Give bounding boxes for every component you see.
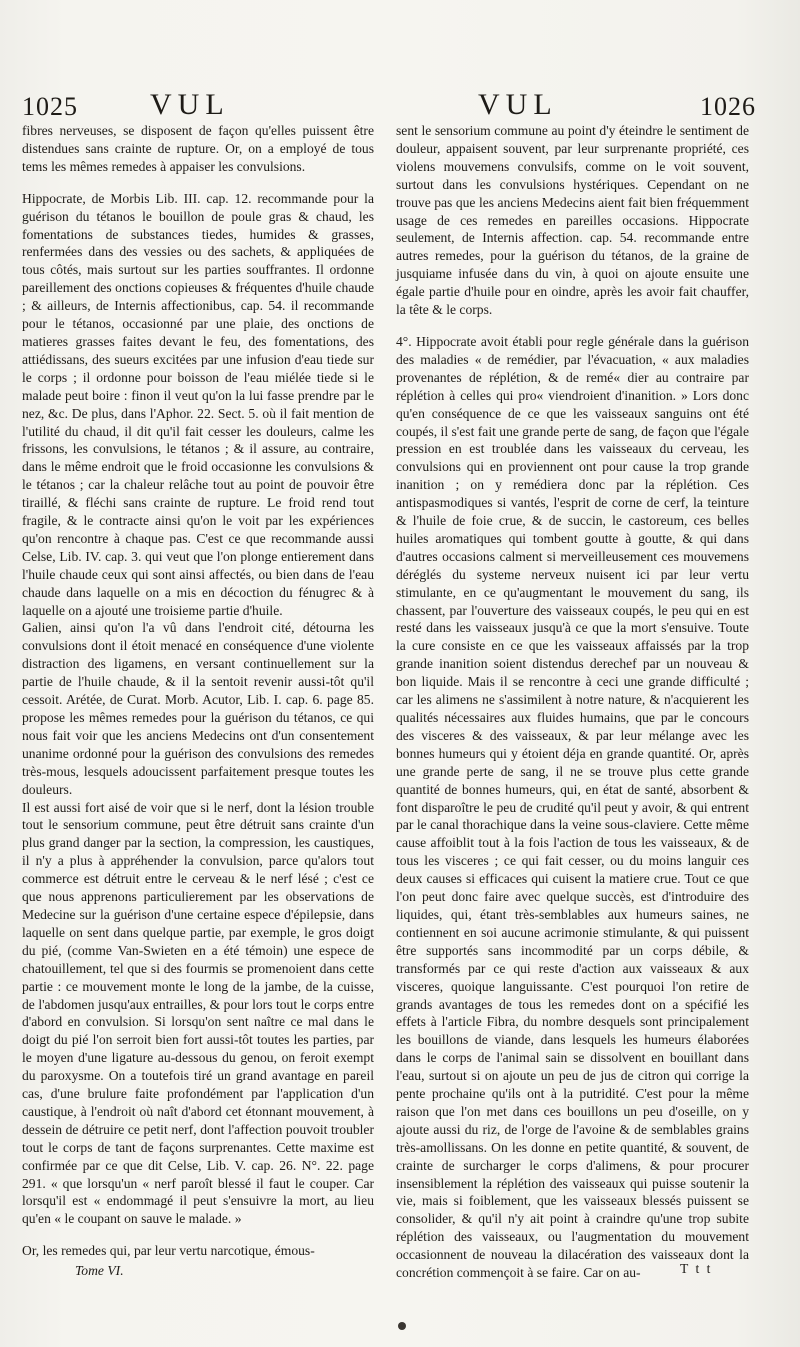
binding-hole-mark: [398, 1322, 406, 1330]
left-column: [22, 122, 374, 1260]
left-page-number: 1025: [22, 92, 78, 121]
paragraph: sent le sensorium commune au point d'y éteindre le sentiment de douleur, appaisent souvent, par leur surprenante propriété, ces violens mouvemens convulsifs, comme on le voit souvent, surtout dans les convulsions hystériques. Cependant on ne trouve pas que les anciens Medecins aient fait bien fréquemment usage de ces remedes en pareilles occasions. Hippocrate seulement, de Internis affection. cap. 54. recommande entre autres remedes, pour la guérison du tétanos, de la graine de jusquiame infusée dans du vin, à quoi on ajoute ensuite une égale partie d'huile pour en oindre, après les avoir fait chauffer, la tête & le corps.: [396, 123, 749, 318]
volume-label: Tome VI.: [75, 1263, 124, 1278]
running-header: [0, 84, 800, 124]
paragraph: Hippocrate, de Morbis Lib. III. cap. 12. recommande pour la guérison du tétanos le bouillon de poule gras & chaud, les fomentations de substances tiedes, humides & grasses, renfermées dans des vessies ou des sachets, & appliquées de tous côtés, mais surtout sur les parties souffrantes. Il ordonne pareillement des onctions copieuses & fréquentes d'huile chaude ; & ailleurs, de Internis affectionibus, cap. 54. il recommande pour le tétanos, occasionné par une plaie, des onctions de matieres grasses faites devant le feu, des fomentations, des attiédissans, des sueurs excitées par une infusion d'eau tiede sur le corps ; il ordonne pour boisson de l'eau miélée tiede si le malade peut boire : finon il veut qu'on la lui fasse prendre par le nez, &c. De plus, dans l'Aphor. 22. Sect. 5. où il fait mention de l'utilité du chaud, il dit qu'il fait cesser les douleurs, calme les frissons, les convulsions, le tétanos ; & il assure, au contraire, dans le même endroit que le froid occasionne les convulsions & le tétanos ; car la chaleur relâche tout au point de pouvoir être tiraillé, & fléchi sans crainte de rupture. Le froid rend tout fragile, & le contracte ainsi qu'on le voit par les expériences qu'on rencontre à chaque pas. C'est ce que recommande aussi Celse, Lib. IV. cap. 3. qui veut que l'on plonge entierement dans l'huile chaude ceux qui sont ainsi affectés, ou bien dans de l'eau chaude dans laquelle on a mis en décoction du fénugrec & à laquelle on a ajouté une troisieme partie d'huile.: [22, 190, 374, 618]
paragraph: 4°. Hippocrate avoit établi pour regle générale dans la guérison des maladies « de remédier, par l'évacuation, « aux maladies provenantes de réplétion, & de remé« dier au contraire par réplétion à celles qui pro« viendroient d'inanition. » Lors donc qu'en conséquence de ce que les vaisseaux sanguins ont été coupés, il s'est fait une grande perte de sang, de façon que l'égale pression en est troublée dans les vaisseaux du cerveau, les convulsions qui en proviennent ont pour cause la trop grande inanition ; on y remédiera donc par la réplétion. Ces antispasmodiques si vantés, l'esprit de corne de cerf, la teinture & l'huile de foie crue, & de succin, le castoreum, ces belles huiles aromatiques qui tombent goutte à goutte, & qui dans d'autres occasions calment si merveilleusement ces mouvemens déréglés du systeme nerveux nuisent ici par leur vertu stimulante, en ce qu'augmentant le mouvement du sang, ils chassent, par l'ouverture des vaisseaux coupés, le peu qui en est resté dans les vaisseaux jusqu'à ce que la mort s'ensuive. Toute la cure consiste en ce que les vaisseaux affaissés par la trop grande inanition soient distendus derechef par un nouveau & bon liquide. Mais il se rencontre à ceci une grande difficulté ; car les alimens ne s'assimilent à notre nature, & n'acquierent les qualités nécessaires aux fluides humains, que par le concours des visceres & des vaisseaux, & par leur mélange avec les bonnes humeurs qui y étoient déja en grande quantité. Or, après une grande perte de sang, il ne se trouve plus cette grande quantité de bonnes humeurs, qui, en état de santé, absorbent & font disparoître le peu de crudité qu'il peut y avoir, & qui entrent par le canal thorachique dans la veine sous-claviere. Cette même cause affoiblit tout à la fois l'action de tous les vaisseaux, & de tous les visceres ; ce qui fait cesser, ou du moins languir ces deux causes si efficaces qui cuisent la matiere crue. Tout ce que l'on peut donc faire avec quelque succès, est d'introduire des liquides, qui, étant très-semblables aux humeurs saines, ne contiennent en soi aucune acrimonie stimulante, & qui puissent être supportés sans incommodité par un corps débile, & transformés par ce qui reste d'action aux vaisseaux & aux visceres, quoique languissante. C'est pourquoi l'on retire de grands avantages de tous les remedes dont on a spécifié les effets à l'article Fibra, du nombre desquels sont principalement les bouillons de viande, dans lesquels les humeurs élaborées dans le corps de l'animal sain se dissolvent en bouillant dans l'eau, surtout si on ajoute un peu de jus de citron qui corrige la pente prochaine qu'ils ont à la putridité. C'est pour la même raison que l'on met dans ces bouillons un peu d'oseille, on y ajoute aussi du riz, de l'orge de l'avoine & de semblables grains très-amollissans. On les donne en petite quantité, & souvent, de crainte de surcharger le corps d'alimens, & pour procurer insensiblement la réplétion des vaisseaux qui puisse soutenir la vie, mais si foiblement, que les vaisseaux blessés puissent se consolider, & qu'il n'y ait point à craindre qu'une trop subite réplétion des vaisseaux, ou l'augmentation du mouvement occasionnent de nouveau la dilacération des vaisseaux dont la concrétion commençoit à se faire. Car on au-: [396, 333, 749, 1281]
right-page-number: 1026: [700, 92, 756, 121]
right-column: [396, 122, 749, 1282]
paragraph: Or, les remedes qui, par leur vertu narcotique, émous-: [22, 1243, 315, 1259]
paragraph: fibres nerveuses, se disposent de façon qu'elles puissent être distendues sans crainte de rupture. Or, on a employé de tous tems les mêmes remedes à appaiser les convulsions.: [22, 123, 374, 174]
signature-mark: T t t: [680, 1261, 713, 1276]
paragraph: Il est aussi fort aisé de voir que si le nerf, dont la lésion trouble tout le sensorium commune, peut être détruit sans crainte d'un plus grand danger par la section, la compression, les caustiques, il n'y a plus à appréhender la convulsion, parce qu'alors tout commerce est détruit entre le cerveau & le nerf lésé ; c'est ce que nous apprenons particulierement par les observations de Medecine sur la guérison d'une certaine espece d'épilepsie, dans laquelle on sent dans quelque partie, par exemple, le gros doigt du pié, (comme Van-Swieten en a été témoin) une espece de chatouillement, tel que si des fourmis se promenoient dans cette partie : ce mouvement monte le long de la jambe, de la cuisse, de l'abdomen jusqu'aux entrailles, & pour lors tout le corps entre d'abord en convulsion. Si lorsqu'on sent naître ce mal dans le doigt du pié l'on serroit bien fort aussi-tôt toutes les parties, par le moyen d'une ligature au-dessous du genou, on feroit exempt du paroxysme. On a toutefois tiré un grand avantage en pareil cas, d'une brulure faite profondément par l'application d'un caustique, à l'endroit où naît d'abord cet étonnant mouvement, à dessein de détruire ce petit nerf, dont l'affection pouvoit troubler tout le corps de tant de façons surprenantes. Cette maxime est confirmée par ce que dit Celse, Lib. V. cap. 26. N°. 22. page 291. « que lorsqu'un « nerf paroît blessé il faut le couper. Car lorsqu'il est « endommagé il peut s'ensuivre la mort, au lieu qu'en « le coupant on sauve le malade. »: [22, 799, 374, 1227]
paragraph: Galien, ainsi qu'on l'a vû dans l'endroit cité, détourna les convulsions dont il étoit menacé en conséquence d'une violente distraction des ligamens, en versant continuellement sur la partie de l'huile chaude, & il la sentoit revenir aussi-tôt qu'il cessoit. Arétée, de Curat. Morb. Acutor, Lib. I. cap. 6. page 85. propose les mêmes remedes pour la guérison du tétanos, ce qui nous fait voir que les anciens Medecins ont d'un consentement unanime ordonné pour la guérison des convulsions des remedes très-mous, lesquels adoucissent parfaitement presque toutes les douleurs.: [22, 620, 374, 797]
right-running-head: VUL: [478, 88, 558, 121]
left-running-head: VUL: [150, 88, 230, 121]
page-footer: [0, 1263, 800, 1285]
